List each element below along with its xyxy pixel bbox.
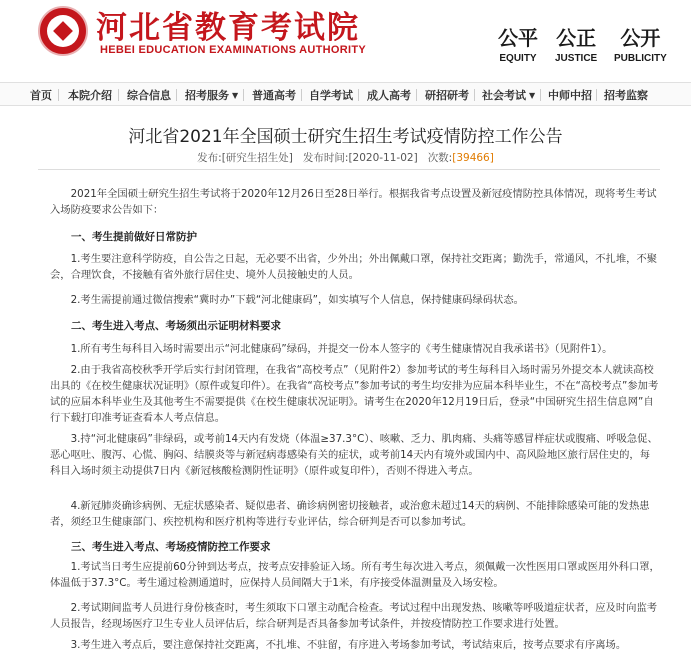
paragraph: 4.新冠肺炎确诊病例、无症状感染者、疑似患者、确诊病例密切接触者，或治愈未超过14天的病例、不能排除感染可能的发热患者，须经卫生健康部门、疾控机构和医疗机构等进行专业评估，综合研判是否可以参加考试。 <box>50 500 650 528</box>
hit-count: [39466] <box>452 152 494 164</box>
paragraph: 1.考试当日考生应提前60分钟到达考点，按考点安排验证入场。所有考生每次进入考点，须佩戴一次性医用口罩或医用外科口罩，体温低于37.3°C。考生通过检测通道时，应保持人员间隔大于1米，有序接受体温测量及入场安检。 <box>50 561 660 589</box>
site-header <box>0 0 691 80</box>
article-meta: 发布:[研究生招生处] 发布时间:[2020-11-02] 次数:[39466] <box>197 152 494 164</box>
nav-item-exam-service[interactable]: 招考服务 ▼ <box>185 89 239 102</box>
paragraph: 2.由于我省高校秋季开学后实行封闭管理，在我省“高校考点”（见附件2）参加考试的考生每科目入场时需另外提交本人就读高校出具的《在校生健康状况证明》（原件或复印件）。在我省“高校考点”参加考试的考生均安排为应届本科毕业生，不在“高校考点”参加考试的应届本科毕业生及其他考生不需要提供《在校生健康状况证明》。请考生在2020年12月19日后，登录“中国研究生招生信息网”自行下载打印准考证查看本人考点信息。 <box>50 364 659 424</box>
section-heading-2: 二、考生进入考点、考场须出示证明材料要求 <box>71 320 281 332</box>
nav-item-gaokao[interactable]: 普通高考 <box>252 89 296 102</box>
motto-publicity: 公开 PUBLICITY <box>614 26 667 64</box>
main-nav <box>0 82 691 106</box>
nav-item-adult-exam[interactable]: 成人高考 <box>367 89 411 102</box>
section-heading-3: 三、考生进入考点、考场疫情防控工作要求 <box>71 541 271 553</box>
nav-item-supervision[interactable]: 招考监察 <box>604 89 648 102</box>
nav-item-zhongshi[interactable]: 中师中招 <box>548 89 592 102</box>
publisher: [研究生招生处] <box>221 152 293 164</box>
divider <box>38 169 660 170</box>
paragraph: 1.考生要注意科学防疫，自公告之日起，无必要不出省，少外出；外出佩戴口罩，保持社交距离；勤洗手，常通风，不扎堆，不聚会，合理饮食，不接触有省外旅行居住史、境外人员接触史的人员。 <box>50 253 658 281</box>
section-heading-1: 一、考生提前做好日常防护 <box>71 231 197 243</box>
nav-item-graduate[interactable]: 研招研考 <box>425 89 469 102</box>
paragraph: 3.持“河北健康码”非绿码，或考前14天内有发烧（体温≥37.3°C）、咳嗽、乏力、肌肉痛、头痛等感冒样症状或腹痛、呼吸急促、恶心呕吐、腹泻、心慌、胸闷、结膜炎等与新冠病毒感染有关的症状，或考前14天内有境外或国内中、高风险地区旅行居住史的，每科目入场时须主动提供7日内《新冠核酸检测阴性证明》（原件或复印件），否则不得进入考点。 <box>50 433 658 477</box>
page-title: 河北省2021年全国硕士研究生招生考试疫情防控工作公告 <box>128 127 563 147</box>
motto-equity: 公平 EQUITY <box>498 26 538 64</box>
site-title: 河北省教育考试院 <box>96 10 360 46</box>
nav-item-about[interactable]: 本院介绍 <box>68 89 112 102</box>
paragraph: 2.考试期间监考人员进行身份核查时，考生须取下口罩主动配合检查。考试过程中出现发热、咳嗽等呼吸道症状者，应及时向监考人员报告，经现场医疗卫生专业人员评估后，综合研判是否具备参加考试条件，并按疫情防控工作要求进行处置。 <box>50 602 658 630</box>
nav-item-social-exam[interactable]: 社会考试 ▼ <box>482 89 536 102</box>
site-subtitle: HEBEI EDUCATION EXAMINATIONS AUTHORITY <box>100 44 367 56</box>
paragraph: 2.考生需提前通过微信搜索“冀时办”下载“河北健康码”，如实填写个人信息，保持健康码绿码状态。 <box>70 294 524 306</box>
chevron-down-icon: ▼ <box>529 91 536 100</box>
nav-item-news[interactable]: 综合信息 <box>127 89 171 102</box>
intro-paragraph: 2021年全国硕士研究生招生考试将于2020年12月26日至28日举行。根据我省考点设置及新冠疫情防控具体情况，现将考生考试入场防疫要求公告如下： <box>50 188 657 216</box>
publish-time: [2020-11-02] <box>348 152 418 164</box>
motto-justice: 公正 JUSTICE <box>555 26 598 64</box>
site-logo-icon[interactable] <box>38 6 88 56</box>
nav-item-self-study[interactable]: 自学考试 <box>309 89 353 102</box>
nav-item-home[interactable]: 首页 <box>30 89 52 102</box>
chevron-down-icon: ▼ <box>232 91 239 100</box>
paragraph: 1.所有考生每科目入场时需要出示“河北健康码”绿码，并提交一份本人签字的《考生健康情况自我承诺书》（见附件1）。 <box>70 343 613 355</box>
paragraph: 3.考生进入考点后，要注意保持社交距离，不扎堆、不驻留，有序进入考场参加考试，考试结束后，按考点要求有序离场。 <box>70 639 627 651</box>
